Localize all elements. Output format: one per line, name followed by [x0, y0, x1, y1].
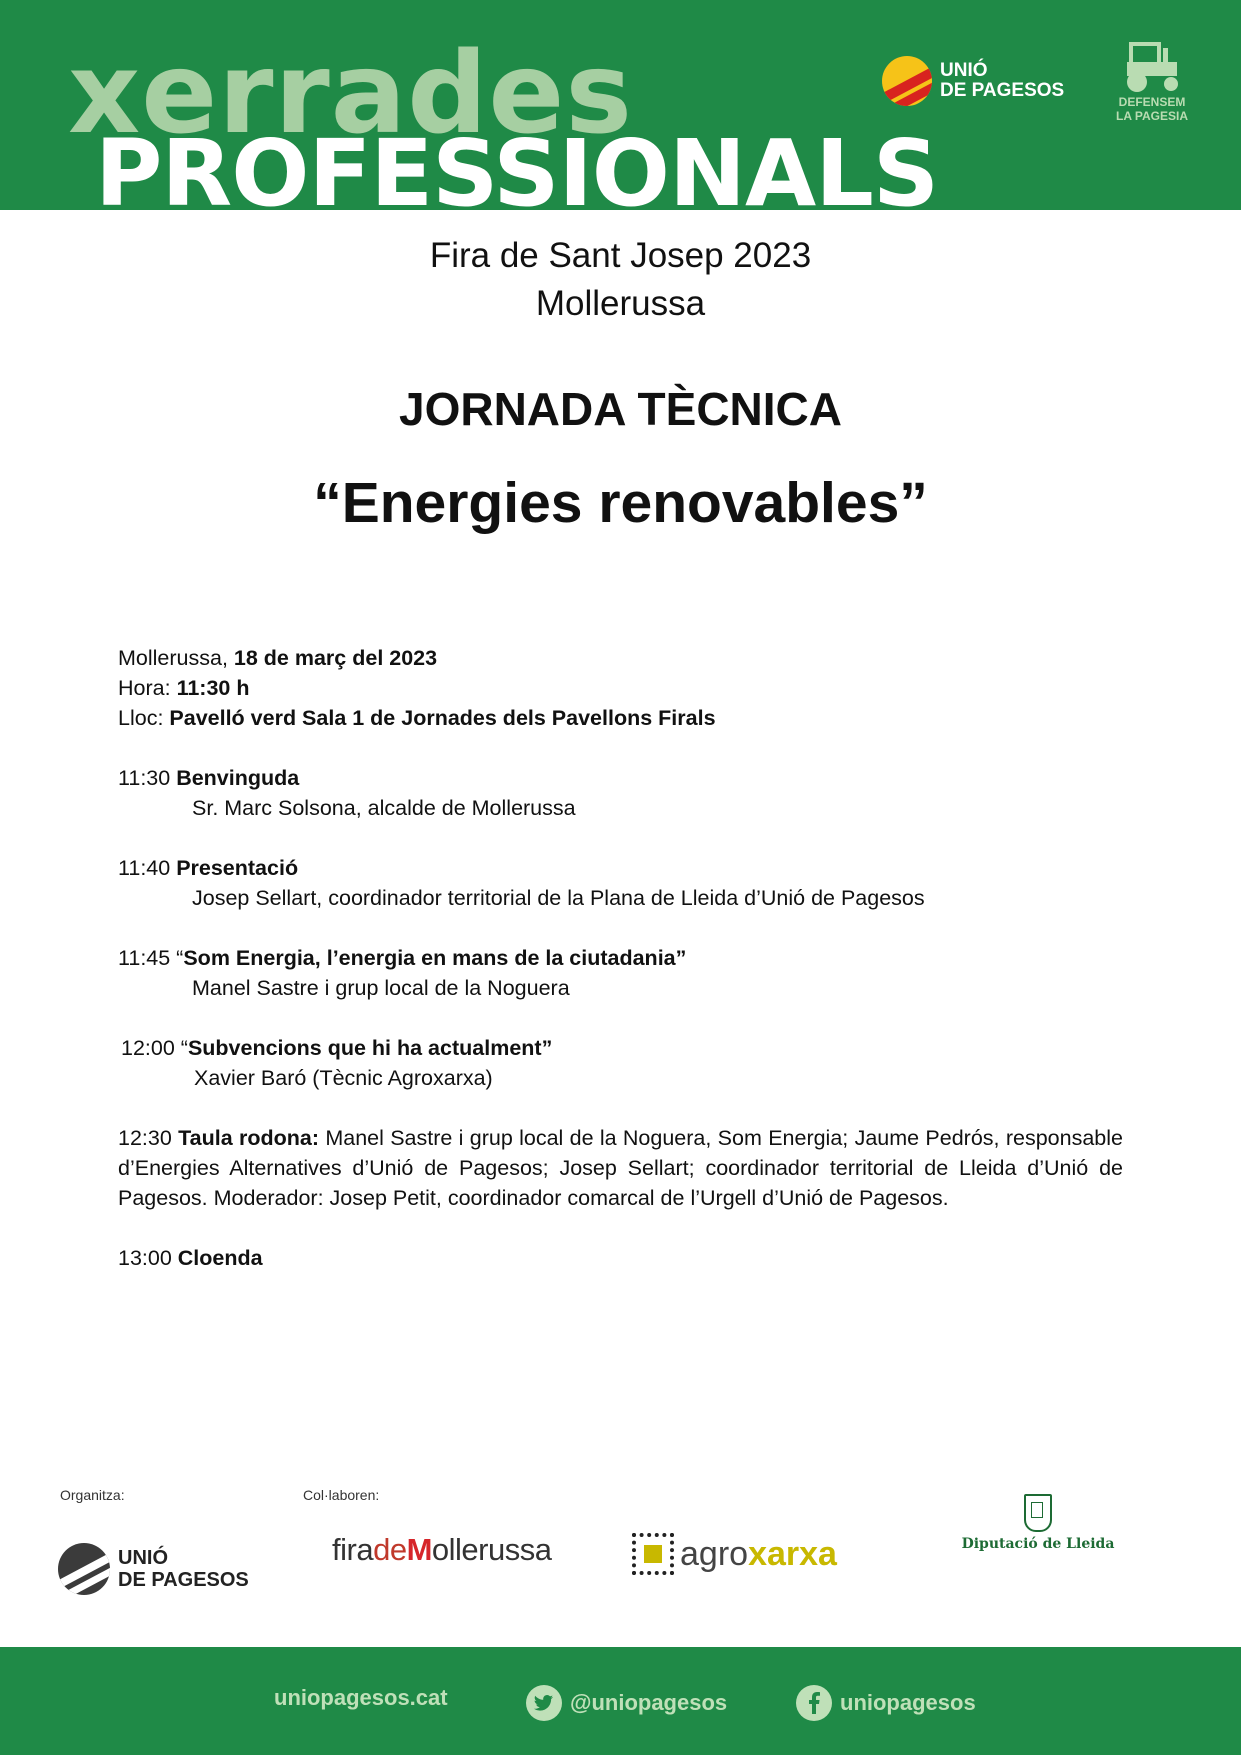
venue-label: Lloc: [118, 706, 170, 730]
town-name: Mollerussa [535, 284, 706, 323]
website-link[interactable]: uniopagesos.cat [274, 1685, 448, 1710]
program-description: Manel Sastre i grup local de la Noguera, Som Energia; Jaume Pedrós, responsable d’Energies Alternatives d’Unió de Pagesos; Josep Sellart; coordinador territorial de Lleida d’Unió de Pagesos. Moderador: Josep Petit, coordinador comarcal de l’Urgell d’Unió de Pagesos. [118, 1126, 1123, 1210]
date-line [118, 643, 1123, 673]
program-title: Benvinguda [176, 766, 300, 790]
defensem-la-pagesia-logo [1104, 40, 1200, 122]
program-item [118, 1243, 1123, 1273]
fira-logo-part: de [373, 1532, 407, 1567]
hour-label: Hora: [118, 676, 177, 700]
unio-pagesos-logo [882, 56, 1064, 106]
program-time: 12:30 [118, 1126, 179, 1150]
header-banner [0, 0, 1241, 210]
agro-logo-part: agro [680, 1534, 749, 1573]
program-title: Subvencions que hi ha actualment” [187, 1036, 553, 1060]
header-title-top: xerrades [68, 29, 634, 159]
venue-line [118, 703, 1123, 733]
program-speaker: Sr. Marc Solsona, alcalde de Mollerussa [192, 796, 576, 820]
diputacio-name: Diputació de Lleida [961, 1536, 1115, 1552]
program-title: Taula rodona: [178, 1126, 320, 1150]
program-title: Presentació [176, 856, 299, 880]
program-speaker: Manel Sastre i grup local de la Noguera [192, 976, 570, 1000]
logo-line-2: DE PAGESOS [940, 80, 1065, 101]
fira-logo-part: fira [332, 1532, 374, 1567]
event-venue: Pavelló verd Sala 1 de Jornades dels Pavellons Firals [169, 706, 716, 730]
program-title: Som Energia, l’energia en mans de la ciutadania” [183, 946, 687, 970]
tractor-icon [1117, 40, 1187, 94]
diputacio-lleida-logo [958, 1494, 1118, 1552]
program-item [118, 943, 1123, 973]
defensem-line-2: LA PAGESIA [1115, 109, 1188, 123]
agroxarxa-grid-icon [632, 1533, 674, 1575]
program-time: 12:00 “ [121, 1036, 188, 1060]
footer-website[interactable] [274, 1685, 448, 1711]
footer-twitter[interactable] [526, 1685, 727, 1721]
agro-logo-part: xarxa [748, 1534, 837, 1573]
program-item-round-table [118, 1123, 1123, 1213]
event-date: 18 de març del 2023 [233, 646, 438, 670]
program-title: Cloenda [177, 1246, 263, 1270]
hour-line [118, 673, 1123, 703]
event-title: “Energies renovables” [313, 471, 928, 535]
program-time: 13:00 [118, 1246, 178, 1270]
footer-facebook[interactable] [796, 1685, 976, 1721]
organizer-logo [58, 1543, 249, 1595]
program-item [118, 1033, 1123, 1063]
program-item [118, 763, 1123, 793]
event-location-block [0, 232, 1241, 328]
facebook-icon [796, 1685, 832, 1721]
program-speaker: Xavier Baró (Tècnic Agroxarxa) [194, 1066, 493, 1090]
twitter-handle[interactable]: @uniopagesos [570, 1690, 728, 1715]
fira-mollerussa-logo [332, 1532, 551, 1568]
agroxarxa-logo [632, 1533, 837, 1575]
fira-logo-part: M [406, 1532, 432, 1567]
collaborators-label: Col·laboren: [303, 1487, 380, 1503]
place-prefix: Mollerussa, [118, 646, 234, 670]
coat-of-arms-icon [1024, 1494, 1052, 1532]
unio-pagesos-emblem-icon [882, 56, 932, 106]
event-type: JORNADA TÈCNICA [399, 383, 842, 435]
program-speaker: Josep Sellart, coordinador territorial de la Plana de Lleida d’Unió de Pagesos [192, 886, 925, 910]
fira-logo-part: ollerussa [431, 1532, 552, 1567]
fair-name: Fira de Sant Josep 2023 [429, 236, 812, 275]
twitter-icon [526, 1685, 562, 1721]
program-time: 11:30 [118, 766, 177, 790]
program-time: 11:40 [118, 856, 177, 880]
program-time: 11:45 “ [118, 946, 184, 970]
logo-line-1: UNIÓ [940, 60, 988, 81]
event-details [118, 643, 1123, 1273]
organizer-line-1: UNIÓ [118, 1547, 168, 1569]
organizer-line-2: DE PAGESOS [118, 1569, 249, 1591]
organizer-emblem-icon [58, 1543, 110, 1595]
facebook-handle[interactable]: uniopagesos [840, 1690, 976, 1715]
header-title-main: PROFESSIONALS [95, 120, 939, 210]
footer-bar [0, 1647, 1241, 1755]
event-hour: 11:30 h [176, 676, 250, 700]
program-item [118, 853, 1123, 883]
organizes-label: Organitza: [60, 1487, 125, 1503]
defensem-line-1: DEFENSEM [1118, 95, 1186, 109]
